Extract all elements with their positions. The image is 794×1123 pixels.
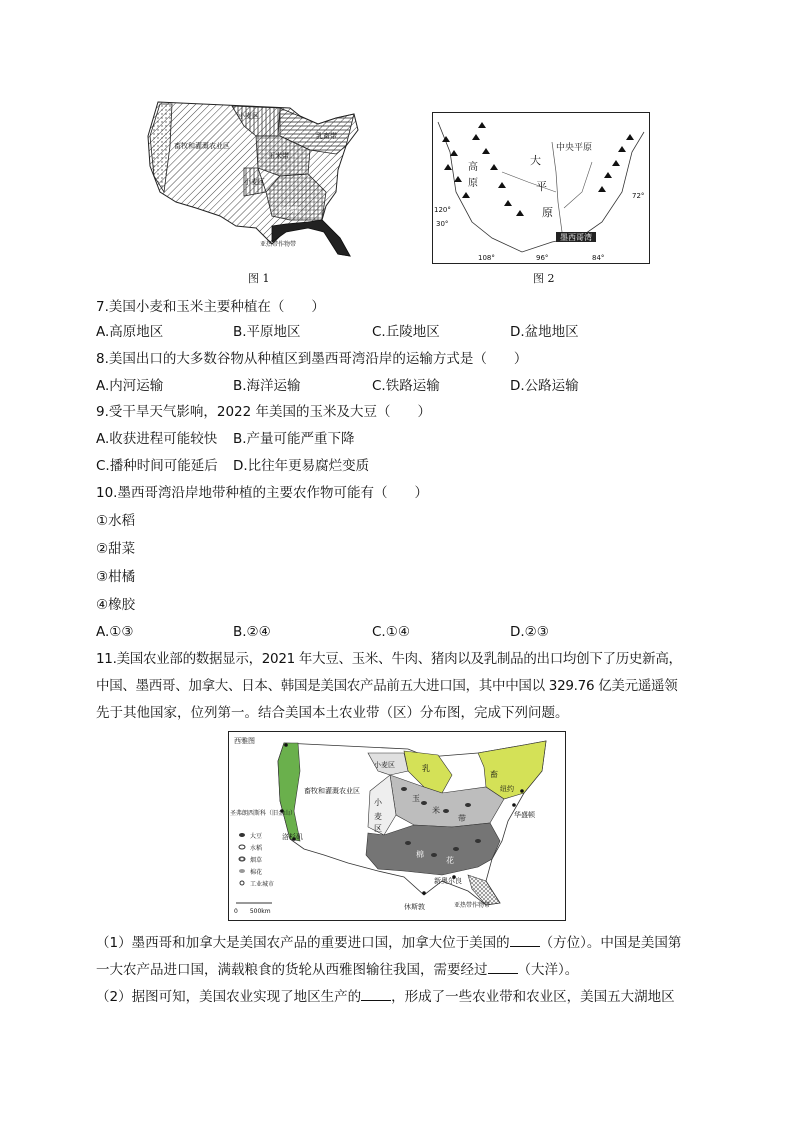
map-zone-xu: 畜 (490, 770, 498, 779)
map-zone-ru: 乳 (422, 764, 430, 773)
legend-tobacco: 烟草 (250, 857, 263, 864)
q9-option-d: D.比往年更易腐烂变质 (233, 458, 370, 474)
map-zone-xiao: 小 (374, 798, 382, 807)
map-city-new-york: 纽约 (500, 785, 514, 793)
q11-sub2-blank-specialization[interactable] (361, 986, 391, 1001)
q10-stem: 10.墨西哥湾沿岸地带种植的主要农作物可能有（ ） (96, 485, 428, 501)
figure-1-caption: 图 1 (248, 272, 270, 285)
q11-sub1-blank-direction[interactable] (510, 932, 540, 947)
fig2-label-central-plain: 中央平原 (556, 143, 593, 153)
fig2-label-84: 84° (592, 254, 605, 262)
fig2-label-gulf: 墨西哥湾 (560, 233, 592, 242)
map-zone-mi: 米 (432, 806, 440, 815)
q11-sub2-line-1 (96, 986, 675, 1007)
q8-option-d: D.公路运输 (510, 378, 579, 394)
q11-sub2-text-a: （2）据图可知，美国农业实现了地区生产的 (96, 989, 362, 1005)
q11-sub1-text-d: （大洋）。 (517, 962, 579, 978)
q8-option-a: A.内河运输 (96, 378, 164, 394)
q9-option-b: B.产量可能严重下降 (233, 431, 355, 447)
map-scale: 0 500km (234, 908, 271, 915)
map-city-washington: 华盛顿 (514, 811, 535, 819)
q8-option-c: C.铁路运输 (372, 378, 440, 394)
us-terrain-map-2 (432, 112, 650, 264)
fig2-label-108: 108° (478, 254, 495, 262)
q11-intro-line-2: 中国、墨西哥、加拿大、日本、韩国是美国农产品前五大进口国，其中中国以 329.76 亿美元遥遥领 (96, 678, 678, 694)
fig1-label-ranching: 畜牧和灌溉农业区 (174, 142, 230, 150)
map-city-houston: 休斯敦 (404, 903, 425, 911)
fig1-label-dairy-belt: 乳畜带 (316, 132, 337, 140)
q10-option-b: B.②④ (233, 624, 271, 640)
q7-option-c: C.丘陵地区 (372, 324, 440, 340)
map-zone-ranching: 畜牧和灌溉农业区 (304, 787, 360, 795)
fig2-label-gao: 高 (468, 162, 478, 173)
fig2-label-96: 96° (536, 254, 549, 262)
fig2-label-30: 30° (436, 220, 449, 228)
map-zone-dai: 带 (458, 814, 466, 823)
q8-stem: 8.美国出口的大多数谷物从种植区到墨西哥湾沿岸的运输方式是（ ） (96, 351, 528, 367)
map-zone-hua: 花 (446, 856, 454, 865)
q10-item-4: ④橡胶 (96, 597, 136, 613)
us-agricultural-belts-map (228, 731, 566, 921)
q11-sub1-blank-ocean[interactable] (488, 959, 518, 974)
map-zone-mian: 棉 (416, 850, 424, 859)
q10-option-c: C.①④ (372, 624, 410, 640)
q7-option-a: A.高原地区 (96, 324, 164, 340)
fig1-label-corn-belt: 玉米带 (268, 152, 289, 160)
fig1-label-subtropical: 亚热带作物带 (260, 241, 297, 248)
map-city-los-angeles: 洛杉矶 (282, 833, 303, 841)
map-zone-wheat-north: 小麦区 (374, 761, 395, 769)
fig2-label-120: 120° (434, 206, 451, 214)
fig2-label-da: 大 (530, 154, 541, 167)
q11-sub2-text-b: ，形成了一些农业带和农业区，美国五大湖地区 (391, 989, 675, 1005)
fig2-label-72: 72° (632, 192, 645, 200)
figure-2-caption: 图 2 (533, 272, 555, 285)
fig2-label-ping: 平 (536, 180, 547, 193)
us-agriculture-map-1 (140, 96, 370, 266)
q10-item-2: ②甜菜 (96, 541, 136, 557)
map-zone-qu: 区 (374, 824, 382, 833)
q11-sub1-line-2 (96, 959, 578, 980)
q7-stem: 7.美国小麦和玉米主要种植在（ ） (96, 299, 325, 315)
q11-sub1-text-c: 一大农产品进口国，满载粮食的货轮从西雅图输往我国，需要经过 (96, 962, 488, 978)
fig1-label-cotton-belt: 棉花带 (278, 206, 299, 214)
q10-item-1: ①水稻 (96, 513, 136, 529)
q9-option-c: C.播种时间可能延后 (96, 458, 218, 474)
fig1-label-wheat-north: 小麦区 (238, 112, 259, 120)
figure-2 (432, 112, 650, 264)
map-zone-yu: 玉 (412, 794, 420, 803)
q11-intro-line-3: 先于其他国家，位列第一。结合美国本土农业带（区）分布图，完成下列问题。 (96, 705, 569, 721)
map-city-san-francisco: 圣弗朗西斯科（旧金山） (230, 810, 297, 817)
q9-stem: 9.受干旱天气影响，2022 年美国的玉米及大豆（ ） (96, 404, 432, 420)
q10-option-a: A.①③ (96, 624, 134, 640)
q9-option-a: A.收获进程可能较快 (96, 431, 218, 447)
legend-rice: 水稻 (250, 845, 263, 852)
map-zone-subtropical: 亚热带作物带 (454, 902, 491, 909)
fig1-label-wheat-south: 小麦区 (244, 178, 265, 186)
q8-option-b: B.海洋运输 (233, 378, 301, 394)
q11-sub1-line-1 (96, 932, 681, 953)
q11-intro-line-1: 11.美国农业部的数据显示，2021 年大豆、玉米、牛肉、猪肉以及乳制品的出口均创下了历史新高， (96, 651, 682, 667)
legend-industrial-city: 工业城市 (250, 881, 275, 888)
map-city-new-orleans: 新奥尔良 (434, 877, 462, 885)
q11-sub1-text-b: （方位）。中国是美国第 (539, 935, 682, 951)
q10-option-d: D.②③ (510, 624, 549, 640)
figure-1 (140, 96, 370, 266)
legend-cotton: 棉花 (250, 869, 263, 876)
q11-sub1-text-a: （1）墨西哥和加拿大是美国农产品的重要进口国，加拿大位于美国的 (96, 935, 510, 951)
map-zone-mai: 麦 (374, 812, 382, 821)
legend-soybean: 大豆 (250, 833, 263, 840)
fig2-label-yuan2: 原 (542, 206, 553, 219)
q7-option-d: D.盆地地区 (510, 324, 579, 340)
map-city-seattle: 西雅图 (234, 737, 255, 745)
q7-option-b: B.平原地区 (233, 324, 301, 340)
fig2-label-yuan: 原 (468, 178, 478, 189)
q10-item-3: ③柑橘 (96, 569, 136, 585)
